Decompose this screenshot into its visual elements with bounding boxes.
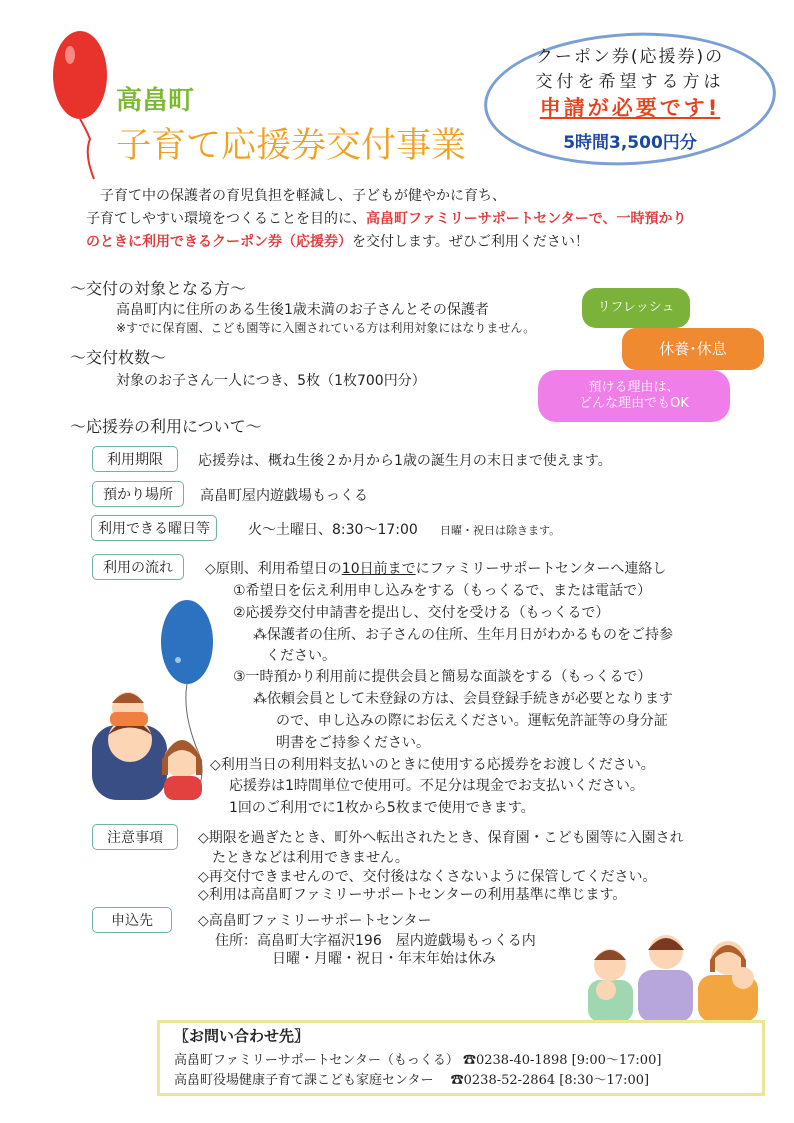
count-text: 対象のお子さん一人につき、5枚（1枚700円分） — [116, 373, 426, 389]
contact-name: 高畠町ファミリーサポートセンター（もっくる） — [174, 1053, 459, 1068]
page-title: 子育て応援券交付事業 — [116, 126, 467, 166]
intro-line2 — [86, 208, 686, 228]
intro-highlight: 高畠町ファミリーサポートセンターで、一時預かり — [366, 211, 687, 227]
red-balloon-illustration — [50, 25, 120, 185]
flow-line: ので、申し込みの際にお伝えください。運転免許証等の身分証 — [276, 713, 668, 729]
flow-line: 応援券は1時間単位で使用可。不足分は現金でお支払いください。 — [229, 778, 644, 794]
eligibility-note: ※すでに保育園、こども園等に入園されている方は利用対象にはなりません。 — [116, 321, 536, 335]
intro-highlight: のときに利用できるクーポン券（応援券） — [86, 234, 352, 250]
eligibility-heading: ～交付の対象となる方～ — [70, 279, 247, 298]
intro-line1: 子育て中の保護者の育児負担を軽減し、子どもが健やかに育ち、 — [100, 188, 506, 204]
intro-text: を交付します。ぜひご利用ください！ — [352, 234, 589, 250]
flow-line: 明書をご持参ください。 — [276, 735, 430, 751]
days-note: 日曜・祝日は除きます。 — [440, 524, 561, 537]
days-text: 火～土曜日、8:30～17:00 — [248, 522, 418, 538]
callout-line1: クーポン券(応援券)の — [535, 47, 725, 67]
period-text: 応援券は、概ね生後２か月から1歳の誕生月の末日まで使えます。 — [198, 453, 612, 469]
callout-emphasis: 申請が必要です! — [539, 96, 721, 120]
flow-line: ①希望日を伝え利用申し込みをする（もっくるで、または電話で） — [233, 583, 652, 599]
family-balloon-illustration — [92, 600, 222, 800]
intro-line3 — [86, 231, 589, 251]
contact-hours: [8:30～17:00] — [559, 1073, 650, 1088]
flow-line: ②応援券交付申請書を提出し、交付を受ける（もっくるで） — [233, 605, 610, 621]
label-period: 利用期限 — [92, 446, 178, 472]
callout-value: 5時間3,500円分 — [563, 133, 697, 153]
flow-line: ◇利用当日の利用料支払いのときに使用する応援券をお渡しください。 — [210, 757, 655, 773]
place-text: 高畠町屋内遊戯場もっくる — [200, 488, 368, 504]
notes-line: たときなどは利用できません。 — [212, 850, 409, 866]
flow-line: ③一時預かり利用前に提供会員と簡易な面談をする（もっくるで） — [233, 669, 652, 685]
flow-line: ⁂依頼会員として未登録の方は、会員登録手続きが必要となります — [253, 691, 673, 707]
callout-text — [490, 42, 770, 153]
flow-line: 1回のご利用でに1枚から5枚まで使用できます。 — [229, 800, 535, 816]
apply-line: 日曜・月曜・祝日・年末年始は休み — [272, 951, 496, 967]
contact-hours: [9:00～17:00] — [571, 1053, 662, 1068]
bubble-text: リフレッシュ — [597, 300, 675, 316]
label-days: 利用できる曜日等 — [91, 515, 217, 541]
bubble-rest — [622, 328, 764, 370]
contact-heading: 〖お問い合わせ先〗 — [174, 1027, 310, 1045]
flow-line — [205, 558, 666, 578]
town-name: 高畠町 — [116, 86, 195, 116]
eligibility-text: 高畠町内に住所のある生後1歳未満のお子さんとその保護者 — [116, 302, 489, 318]
usage-heading: ～応援券の利用について～ — [70, 417, 262, 436]
count-heading: ～交付枚数～ — [70, 348, 167, 367]
flow-line: ください。 — [266, 648, 336, 664]
contact-row — [174, 1069, 649, 1088]
label-notes: 注意事項 — [92, 824, 178, 850]
families-illustration — [578, 930, 778, 1022]
flow-text: ◇原則、利用希望日の — [205, 561, 342, 577]
contact-phone[interactable]: ☎0238-52-2864 — [450, 1073, 556, 1088]
notes-line: ◇期限を過ぎたとき、町外へ転出されたとき、保育園・こども園等に入園され — [198, 830, 684, 846]
notes-line: ◇利用は高畠町ファミリーサポートセンターの利用基準に準じます。 — [198, 887, 627, 903]
callout-line2: 交付を希望する方は — [535, 72, 725, 92]
bubble-text: どんな理由でもOK — [579, 396, 689, 411]
contact-name: 高畠町役場健康子育て課こども家庭センター — [174, 1073, 434, 1088]
bubble-text: 預ける理由は、 — [588, 380, 680, 396]
flow-deadline: 10日前まで — [341, 561, 416, 577]
label-flow: 利用の流れ — [92, 554, 184, 580]
bubble-reason — [538, 370, 730, 422]
contact-row — [174, 1049, 661, 1068]
apply-line: ◇高畠町ファミリーサポートセンター — [198, 913, 432, 929]
label-apply: 申込先 — [92, 907, 172, 933]
apply-line: 住所：高畠町大字福沢196 屋内遊戯場もっくる内 — [215, 933, 536, 949]
flow-text: にファミリーサポートセンターへ連絡し — [415, 561, 667, 577]
bubble-refresh — [582, 288, 690, 328]
contact-phone[interactable]: ☎0238-40-1898 — [462, 1053, 568, 1068]
label-place: 預かり場所 — [92, 481, 184, 507]
notes-line: ◇再交付できませんので、交付後はなくさないように保管してください。 — [198, 869, 657, 885]
intro-text: 子育てしやすい環境をつくることを目的に、 — [86, 211, 366, 227]
bubble-text: 休養･休息 — [659, 340, 727, 358]
contact-box — [157, 1020, 765, 1096]
flow-line: ⁂保護者の住所、お子さんの住所、生年月日がわかるものをご持参 — [253, 627, 673, 643]
